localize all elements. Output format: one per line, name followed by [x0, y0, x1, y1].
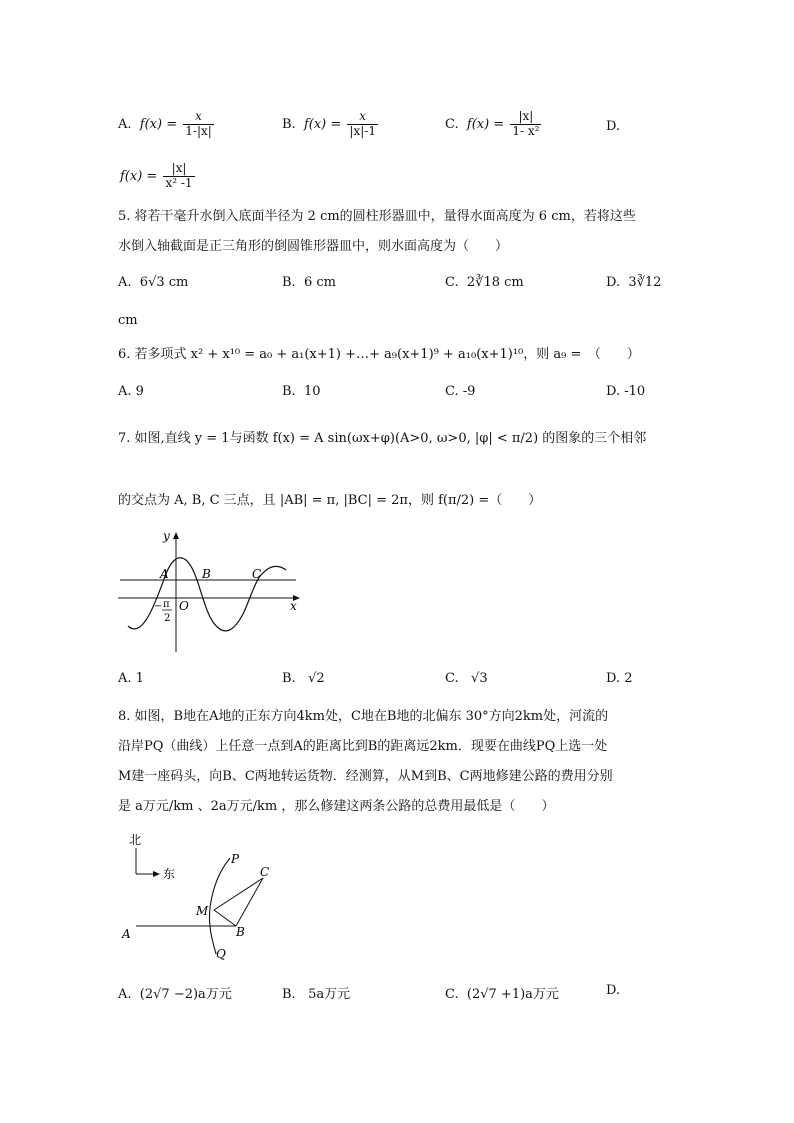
- q8-option-d: D.: [606, 983, 621, 998]
- q7-label-o: O: [179, 599, 189, 613]
- q5-option-b: B. 6 cm: [282, 275, 336, 290]
- q7-label-x: x: [290, 599, 297, 613]
- q7-label-c: C: [252, 567, 262, 581]
- q7-label-minus: −: [154, 601, 163, 612]
- q6-option-b: B. 10: [282, 384, 321, 399]
- q7-option-c: C. √3: [445, 671, 488, 686]
- q5-option-d: D. 3∛12: [606, 275, 662, 290]
- q6-option-d: D. -10: [606, 384, 646, 399]
- q8-option-c: C. (2√7 +1)a万元: [445, 987, 559, 1002]
- q6-stem: 6. 若多项式 x² + x¹⁰ = a₀ + a₁(x+1) +…+ a₉(x+1)⁹ + a₁₀(x+1)¹⁰，则 a₉ = （ ）: [118, 347, 640, 362]
- q7-label-b: B: [202, 567, 211, 581]
- q8-stem-line4: 是 a万元/km 、2a万元/km ，那么修建这两条公路的总费用最低是（ ）: [118, 799, 555, 814]
- q7-option-b: B. √2: [282, 671, 325, 686]
- q7-label-a: A: [160, 567, 169, 581]
- q8-label-north: 北: [129, 833, 142, 847]
- q8-stem-line3: M建一座码头，向B、C两地转运货物．经测算，从M到B、C两地修建公路的费用分别: [118, 769, 613, 784]
- q5-option-d-unit: cm: [118, 313, 138, 328]
- q6-option-c: C. -9: [445, 384, 476, 399]
- q7-label-y: y: [163, 530, 170, 543]
- q4-option-c: C. f(x) = $\frac{|x|}{\text{1- x²}}$: [445, 109, 540, 138]
- q6-option-a: A. 9: [118, 384, 144, 399]
- q8-stem-line1: 8. 如图，B地在A地的正东方向4km处，C地在B地的北偏东 30°方向2km处，河流的: [118, 709, 609, 724]
- q8-label-east: 东: [163, 867, 176, 881]
- q4-option-d: f(x) = $\frac{|x|}{\text{x² -1}}$: [120, 161, 193, 190]
- q7-sine-figure: [118, 530, 308, 656]
- q8-option-a: A. (2√7 −2)a万元: [118, 987, 232, 1002]
- q8-map-figure: [118, 830, 293, 965]
- q8-label-m: M: [196, 904, 209, 918]
- q7-stem-line1: 7. 如图,直线 y = 1与函数 f(x) = A sin(ωx+φ)(A>0, ω>0, |φ| < π/2) 的图象的三个相邻: [118, 431, 647, 446]
- q5-option-c: C. 2∛18 cm: [445, 275, 524, 290]
- q8-label-p: P: [231, 852, 240, 866]
- q5-stem-line1: 5. 将若干毫升水倒入底面半径为 2 cm的圆柱形器皿中，量得水面高度为 6 cm，若将这些: [118, 209, 636, 224]
- q8-label-c: C: [260, 865, 270, 879]
- q5-option-a: A. 6√3 cm: [118, 275, 189, 290]
- q5-stem-line2: 水倒入轴截面是正三角形的倒圆锥形器皿中，则水面高度为（ ）: [118, 239, 509, 254]
- q8-label-a: A: [122, 927, 131, 941]
- q4-option-b: B. f(x) = $\frac{x}{|x|-1}$: [282, 109, 376, 138]
- q8-label-q: Q: [216, 947, 226, 961]
- q8-option-b: B. 5a万元: [282, 987, 351, 1002]
- q8-stem-line2: 沿岸PQ（曲线）上任意一点到A的距离比到B的距离远2km．现要在曲线PQ上选一处: [118, 739, 608, 754]
- q7-option-a: A. 1: [118, 671, 144, 686]
- q4-option-a: A. f(x) = $\frac{x}{1-|x|}$: [118, 109, 212, 138]
- q7-stem-line2: 的交点为 A, B, C 三点，且 |AB| = π, |BC| = 2π，则 f(π/2) =（ ）: [118, 493, 542, 508]
- q7-label-pi: π: [163, 599, 170, 610]
- q8-label-b: B: [236, 925, 245, 939]
- q7-label-2: 2: [164, 613, 171, 624]
- q4-option-d-letter: D.: [606, 119, 621, 134]
- q7-option-d: D. 2: [606, 671, 633, 686]
